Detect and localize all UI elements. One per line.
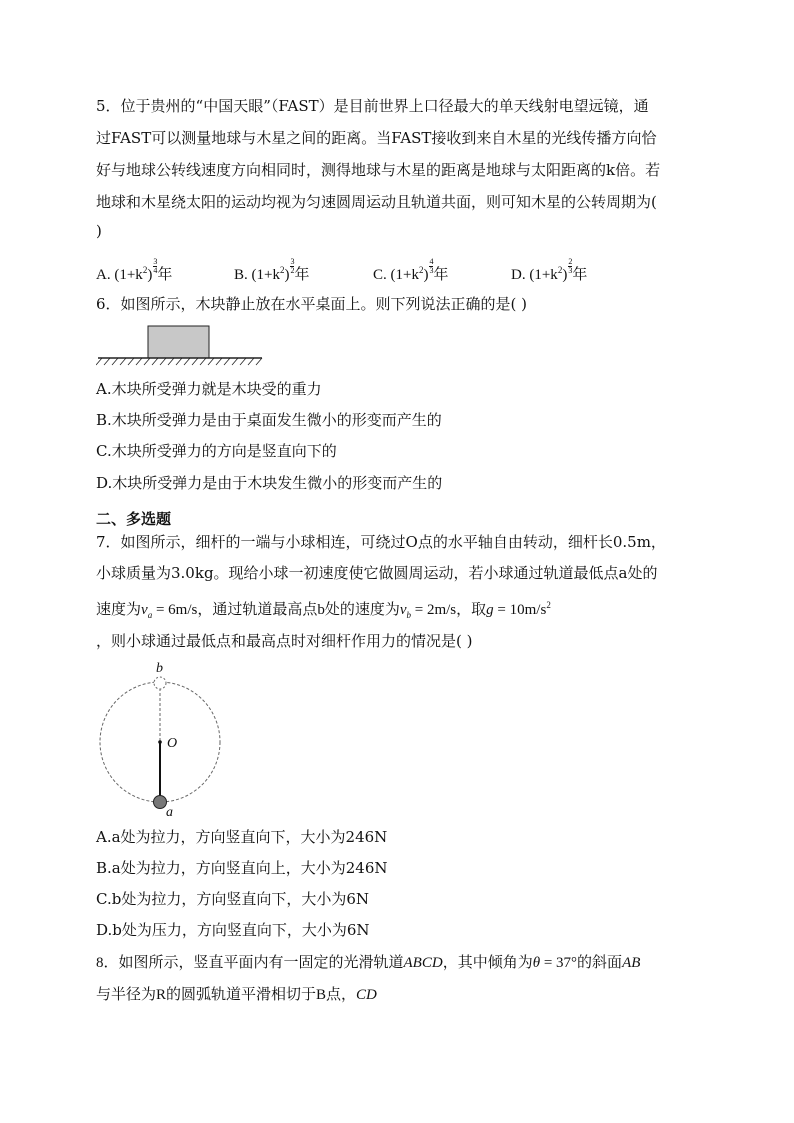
q5-line-2: 过FAST可以测量地球与木星之间的距离。当FAST接收到来自木星的光线传播方向恰 — [96, 129, 657, 147]
q5-line-3: 好与地球公转线速度方向相同时，测得地球与木星的距离是地球与太阳距离的k倍。若 — [96, 161, 661, 179]
label-a: a — [166, 805, 173, 818]
q5-option-a: A. $(1+k^2)$ $\frac{3}{4}$ 年 — [96, 257, 173, 283]
q7-option-b: B.a处为拉力，方向竖直向上，大小为246N — [96, 859, 388, 877]
wood-block — [148, 326, 209, 358]
q6-block-on-table-figure — [96, 322, 266, 368]
q6-option-d: D.木块所受弹力是由于木块发生微小的形变而产生的 — [96, 474, 443, 492]
ball-bottom — [154, 796, 167, 809]
q5-line-5: ) — [96, 222, 102, 240]
q7-line-4: ，则小球通过最低点和最高点时对细杆作用力的情况是( ) — [96, 632, 473, 650]
q7-line-1: 7．如图所示，细杆的一端与小球相连，可绕过O点的水平轴自由转动，细杆长0.5m， — [96, 533, 666, 551]
q5-line-1: 5．位于贵州的“中国天眼”（FAST）是目前世界上口径最大的单天线射电望远镜，通 — [96, 97, 649, 115]
pivot-point — [158, 740, 162, 744]
q5-option-c: C. $(1+k^2)$ $\frac{4}{3}$ 年 — [373, 257, 449, 283]
q7-option-c: C.b处为拉力，方向竖直向下，大小为6N — [96, 890, 369, 908]
q7-rod-circle-figure — [96, 658, 226, 818]
q6-option-a: A.木块所受弹力就是木块受的重力 — [96, 380, 322, 398]
q7-line-3: 速度为$v_a = 6m/s$，通过轨道最高点b处的速度为$v_b = 2m/s$，取$g = 10m/s^2$ — [96, 600, 551, 620]
q5-option-d: D. $(1+k^2)$ $\frac{2}{3}$ 年 — [511, 257, 588, 283]
table-hatching — [96, 358, 262, 365]
q6-option-b: B.木块所受弹力是由于桌面发生微小的形变而产生的 — [96, 411, 442, 429]
q5-option-b: B. $(1+k^2)$ $\frac{3}{2}$ 年 — [234, 257, 310, 283]
q8-line-2: 与半径为R的圆弧轨道平滑相切于B点，CD — [96, 987, 377, 1003]
q8-line-1: 8．如图所示，竖直平面内有一固定的光滑轨道ABCD，其中倾角为θ = 37°的斜面AB — [96, 955, 641, 971]
q7-option-a: A.a处为拉力，方向竖直向下，大小为246N — [96, 828, 388, 846]
q7-line-2: 小球质量为3.0kg。现给小球一初速度使它做圆周运动，若小球通过轨道最低点a处的 — [96, 564, 658, 582]
q6-option-c: C.木块所受弹力的方向是竖直向下的 — [96, 442, 337, 460]
q7-option-d: D.b处为压力，方向竖直向下，大小为6N — [96, 921, 370, 939]
q6-stem: 6．如图所示，木块静止放在水平桌面上。则下列说法正确的是( ) — [96, 295, 528, 313]
ball-top-dashed — [154, 677, 166, 689]
q5-line-4: 地球和木星绕太阳的运动均视为匀速圆周运动且轨道共面，则可知木星的公转周期为( — [96, 193, 657, 211]
label-o: O — [167, 736, 178, 751]
section-heading-multiple-choice: 二、多选题 — [96, 510, 172, 528]
label-b: b — [156, 661, 163, 676]
